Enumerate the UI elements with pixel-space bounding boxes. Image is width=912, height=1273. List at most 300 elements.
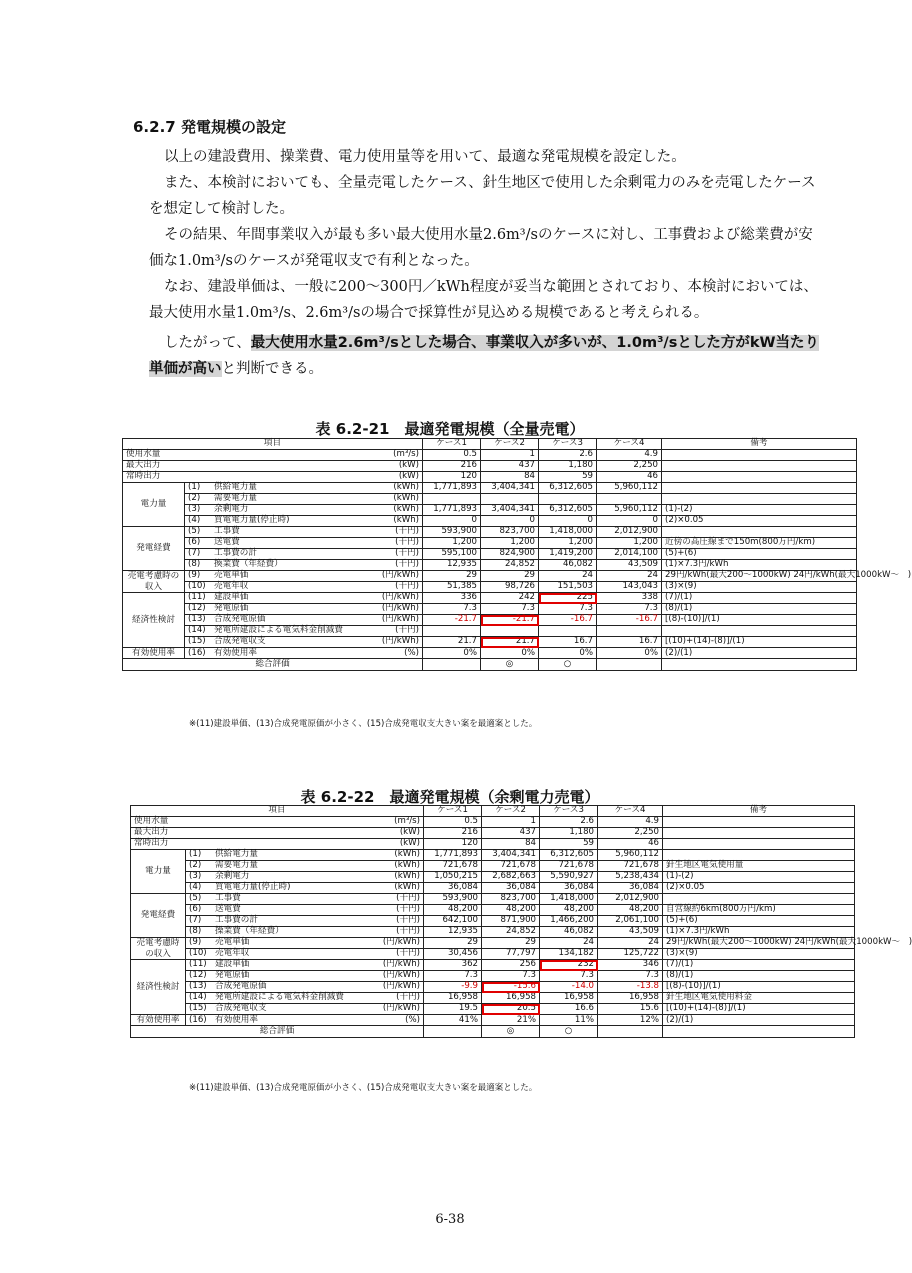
table-cell: 1,200	[481, 538, 539, 549]
table-cell: 0%	[481, 648, 539, 659]
row-unit: (kWh)	[393, 515, 420, 526]
row-label: 最大出力	[134, 827, 169, 838]
row-number: (3)	[188, 504, 201, 515]
table-row	[123, 560, 857, 571]
table-cell: 2,250	[598, 828, 663, 839]
page-number: 6-38	[435, 1212, 465, 1227]
table-cell: 216	[423, 461, 481, 472]
table-cell: 125,722	[598, 949, 663, 960]
table-note: (1)-(2)	[663, 872, 855, 883]
row-unit: (円/kWh)	[382, 970, 421, 981]
row-label: 買電電力量(停止時)	[214, 515, 290, 526]
table-cell: 721,678	[598, 861, 663, 872]
row-number: (8)	[189, 926, 202, 937]
table-footnote: ※(11)建設単価、(13)合成発電原価が小さく、(15)合成発電収支大きい案を最適案とした。	[189, 719, 538, 729]
table-cell: 1,180	[539, 461, 597, 472]
table-cell: 120	[423, 472, 481, 483]
table-cell: 7.3	[423, 604, 481, 615]
table-note: 自営線約6km(800万円/km)	[663, 905, 855, 916]
table-row	[131, 938, 855, 949]
table-cell: -21.7	[481, 615, 539, 626]
table-note	[662, 659, 857, 670]
row-item	[186, 916, 424, 927]
row-label: 最大出力	[126, 460, 161, 471]
row-unit: (kWh)	[394, 882, 421, 893]
table-row	[123, 549, 857, 560]
table-note: (8)/(1)	[663, 971, 855, 982]
table-note: (3)×(9)	[662, 582, 857, 593]
table-cell: 4.9	[597, 450, 662, 461]
table-cell: 24,852	[481, 560, 539, 571]
table-note	[662, 494, 857, 505]
table-cell: 24	[598, 938, 663, 949]
table-cell: 7.3	[482, 971, 540, 982]
data-table	[122, 438, 912, 671]
data-table	[130, 805, 912, 1038]
row-label: 発電原価	[214, 603, 249, 614]
row-number: (2)	[189, 860, 202, 871]
row-label: 合成発電原価	[215, 981, 267, 992]
table-cell: 120	[424, 839, 482, 850]
table-cell: 823,700	[481, 527, 539, 538]
row-number: (12)	[189, 970, 207, 981]
table-cell: 1,200	[597, 538, 662, 549]
row-item	[185, 615, 423, 626]
table-cell: 29	[481, 571, 539, 582]
table-note	[662, 527, 857, 538]
table-cell: 20.5	[482, 1004, 540, 1015]
row-unit: (円/kWh)	[381, 614, 420, 625]
table-row	[123, 637, 857, 648]
row-item	[185, 505, 423, 516]
table-row	[123, 659, 857, 670]
table-note	[662, 450, 857, 461]
table-row	[131, 960, 855, 971]
row-item	[185, 538, 423, 549]
table-row	[123, 483, 857, 494]
table-cell: 642,100	[424, 916, 482, 927]
row-unit: (千円)	[395, 581, 420, 592]
group-label: 発電経費	[131, 894, 186, 938]
table-cell: 232	[540, 960, 598, 971]
row-unit: (千円)	[396, 893, 421, 904]
table-cell: 3,404,341	[481, 483, 539, 494]
paragraph: その結果、年間事業収入が最も多い最大使用水量2.6m³/sのケースに対し、工事費および総業費が安価な1.0m³/sのケースが発電収支で有利となった。	[149, 227, 813, 269]
row-label: 合成発電収支	[215, 1003, 267, 1014]
table-cell	[539, 626, 597, 637]
table-row	[123, 461, 857, 472]
table-note: (3)×(9)	[663, 949, 855, 960]
row-item	[131, 828, 424, 839]
table-cell: 346	[598, 960, 663, 971]
row-number: (11)	[189, 959, 207, 970]
table-cell: 151,503	[539, 582, 597, 593]
table-note	[662, 461, 857, 472]
table-cell: 1,050,215	[424, 872, 482, 883]
table-note: (2)×0.05	[662, 516, 857, 527]
table-cell: 46	[598, 839, 663, 850]
table-cell: 721,678	[540, 861, 598, 872]
row-number: (3)	[189, 871, 202, 882]
table-cell	[597, 626, 662, 637]
row-item	[131, 817, 424, 828]
row-label: 使用水量	[126, 449, 161, 460]
table-cell: 242	[481, 593, 539, 604]
row-item	[123, 450, 423, 461]
table-cell: 2,012,900	[598, 894, 663, 905]
table-cell: 1,466,200	[540, 916, 598, 927]
row-unit: (m³/s)	[393, 449, 420, 460]
table-cell	[481, 494, 539, 505]
table-cell: 0	[539, 516, 597, 527]
row-item	[185, 626, 423, 637]
row-item	[186, 938, 424, 949]
table-row	[131, 993, 855, 1004]
table-cell: 2,061,100	[598, 916, 663, 927]
row-item	[185, 604, 423, 615]
table-cell: 593,900	[423, 527, 481, 538]
table-cell: 24,852	[482, 927, 540, 938]
row-unit: (円/kWh)	[381, 570, 420, 581]
row-label: 需要電力量	[215, 860, 258, 871]
table-row	[131, 1015, 855, 1026]
table-cell: 30,456	[424, 949, 482, 960]
table-cell: 5,590,927	[540, 872, 598, 883]
table-cell: -15.6	[482, 982, 540, 993]
group-label: 有効使用率	[131, 1015, 186, 1026]
section-heading: 6.2.7 発電規模の設定	[133, 118, 286, 136]
row-item	[123, 461, 423, 472]
table-cell: 36,084	[540, 883, 598, 894]
row-unit: (千円)	[395, 526, 420, 537]
header-remarks: 備考	[662, 439, 857, 450]
row-number: (9)	[188, 570, 201, 581]
table-row	[131, 817, 855, 828]
row-label: 送電費	[215, 904, 241, 915]
row-number: (4)	[189, 882, 202, 893]
table-cell: 6,312,605	[539, 505, 597, 516]
table-note	[663, 850, 855, 861]
group-label: 経済性検討	[123, 593, 185, 648]
table-cell: 7.3	[540, 971, 598, 982]
row-number: (15)	[188, 636, 206, 647]
header-case1: ケース1	[423, 439, 481, 450]
row-label: 売電年収	[215, 948, 250, 959]
header-case1: ケース1	[424, 806, 482, 817]
table-cell: 721,678	[424, 861, 482, 872]
row-label: 常時出力	[134, 838, 169, 849]
row-item	[186, 905, 424, 916]
evaluation-mark: ○	[539, 659, 597, 670]
row-item	[186, 850, 424, 861]
table-note: (2)/(1)	[662, 648, 857, 659]
table-cell: 21.7	[423, 637, 481, 648]
header-item: 項目	[123, 439, 423, 450]
paragraph: したがって、最大使用水量2.6m³/sとした場合、事業収入が多いが、1.0m³/sとした方がkW当たり単価が高いと判断できる。	[149, 335, 819, 377]
table-cell: 43,509	[598, 927, 663, 938]
table-row	[131, 971, 855, 982]
table-row	[123, 571, 857, 582]
row-item	[186, 993, 424, 1004]
row-unit: (千円)	[396, 992, 421, 1003]
table-cell: 2,682,663	[482, 872, 540, 883]
table-cell: -16.7	[597, 615, 662, 626]
table-row	[123, 472, 857, 483]
table-cell: 46,082	[540, 927, 598, 938]
table-cell: 0%	[423, 648, 481, 659]
row-item	[186, 883, 424, 894]
row-item	[185, 527, 423, 538]
table-note: 29円/kWh(最大200～1000kW) 24円/kWh(最大1000kW～ )	[663, 938, 855, 949]
table-cell: 16.7	[539, 637, 597, 648]
row-label: 売電年収	[214, 581, 249, 592]
row-label: 発電所建設による電気料金削減費	[215, 992, 344, 1003]
header-case4: ケース4	[597, 439, 662, 450]
evaluation-mark	[423, 659, 481, 670]
table-row	[131, 1004, 855, 1015]
row-number: (7)	[188, 548, 201, 559]
row-label: 売電単価	[214, 570, 249, 581]
row-item	[185, 593, 423, 604]
row-number: (8)	[188, 559, 201, 570]
row-unit: (千円)	[396, 904, 421, 915]
table-cell: 1,180	[540, 828, 598, 839]
row-label: 建設単価	[214, 592, 249, 603]
row-label: 余剰電力	[215, 871, 250, 882]
row-label: 操業費（年経費）	[215, 926, 284, 937]
table-cell: 362	[424, 960, 482, 971]
table-cell: 84	[481, 472, 539, 483]
table-cell: 24	[539, 571, 597, 582]
table-cell: 16,958	[598, 993, 663, 1004]
table-note: (2)/(1)	[663, 1015, 855, 1026]
group-label: 電力量	[123, 483, 185, 527]
row-number: (6)	[188, 537, 201, 548]
table-cell: 7.3	[539, 604, 597, 615]
paragraph: なお、建設単価は、一般に200～300円／kWh程度が妥当な範囲とされており、本検討においては、最大使用水量1.0m³/s、2.6m³/sの場合で採算性が見込める規模であると考えられる。	[149, 279, 818, 321]
table-cell: 16.6	[540, 1004, 598, 1015]
table-cell: 225	[539, 593, 597, 604]
table-cell: 59	[540, 839, 598, 850]
table-note: (5)+(6)	[663, 916, 855, 927]
row-item	[185, 494, 423, 505]
row-number: (16)	[188, 647, 206, 658]
table-row	[123, 516, 857, 527]
row-item	[186, 982, 424, 993]
header-case2: ケース2	[481, 439, 539, 450]
table-note: [(8)-(10)]/(1)	[663, 982, 855, 993]
table-note: (1)×7.3円/kWh	[663, 927, 855, 938]
table-cell: 19.5	[424, 1004, 482, 1015]
table-cell: 2,250	[597, 461, 662, 472]
row-label: 有効使用率	[214, 647, 257, 658]
table-cell: 98,726	[481, 582, 539, 593]
row-label: 供給電力量	[214, 482, 257, 493]
table-cell: 21.7	[481, 637, 539, 648]
row-label: 工事費の計	[215, 915, 258, 926]
table-row	[123, 604, 857, 615]
table-cell: 134,182	[540, 949, 598, 960]
row-unit: (千円)	[396, 948, 421, 959]
row-number: (14)	[189, 992, 207, 1003]
table-cell	[539, 494, 597, 505]
table-cell: 3,404,341	[482, 850, 540, 861]
row-item	[186, 861, 424, 872]
table-cell: 0%	[597, 648, 662, 659]
row-label: 工事費	[215, 893, 241, 904]
evaluation-mark	[597, 659, 662, 670]
group-label: 売電考慮時の収入	[123, 571, 185, 593]
row-unit: (千円)	[396, 926, 421, 937]
group-label: 有効使用率	[123, 648, 185, 659]
table-cell: 7.3	[424, 971, 482, 982]
row-label: 発電所建設による電気料金削減費	[214, 625, 343, 636]
row-number: (10)	[189, 948, 207, 959]
table-cell: 871,900	[482, 916, 540, 927]
table-cell: 48,200	[598, 905, 663, 916]
table-cell: 5,238,434	[598, 872, 663, 883]
table-footnote: ※(11)建設単価、(13)合成発電原価が小さく、(15)合成発電収支大きい案を最適案とした。	[189, 1083, 538, 1093]
row-item	[186, 872, 424, 883]
table-note: (8)/(1)	[662, 604, 857, 615]
table-cell: 29	[423, 571, 481, 582]
table-cell: 24	[597, 571, 662, 582]
table-cell: 24	[540, 938, 598, 949]
table-cell: 824,900	[481, 549, 539, 560]
table-row	[131, 828, 855, 839]
row-unit: (kWh)	[394, 871, 421, 882]
row-item	[186, 949, 424, 960]
table-cell: 4.9	[598, 817, 663, 828]
table-cell: 16,958	[540, 993, 598, 1004]
row-number: (6)	[189, 904, 202, 915]
row-number: (5)	[188, 526, 201, 537]
table-row	[131, 949, 855, 960]
row-number: (12)	[188, 603, 206, 614]
table-cell: 21%	[482, 1015, 540, 1026]
paragraph: また、本検討においても、全量売電したケース、針生地区で使用した余剰電力のみを売電したケースを想定して検討した。	[149, 175, 816, 217]
table-row	[123, 582, 857, 593]
table-cell: 46	[597, 472, 662, 483]
row-label: 売電単価	[215, 937, 250, 948]
row-unit: (%)	[405, 1014, 421, 1025]
row-item	[185, 637, 423, 648]
table-cell: 16,958	[424, 993, 482, 1004]
row-unit: (kW)	[399, 838, 421, 849]
row-label: 常時出力	[126, 471, 161, 482]
table-cell: 36,084	[482, 883, 540, 894]
table-row	[131, 894, 855, 905]
table-cell: -14.0	[540, 982, 598, 993]
table-cell: 1,200	[539, 538, 597, 549]
row-number: (7)	[189, 915, 202, 926]
table-cell: 29	[482, 938, 540, 949]
table-cell: 2.6	[540, 817, 598, 828]
row-number: (13)	[189, 981, 207, 992]
table-note: 29円/kWh(最大200～1000kW) 24円/kWh(最大1000kW～ )	[662, 571, 857, 582]
row-unit: (千円)	[395, 625, 420, 636]
table-cell: 1,418,000	[539, 527, 597, 538]
row-item	[123, 472, 423, 483]
table-cell: 12,935	[424, 927, 482, 938]
row-unit: (kW)	[398, 460, 420, 471]
table-cell: -9.9	[424, 982, 482, 993]
table-note: (7)/(1)	[663, 960, 855, 971]
table-row	[131, 872, 855, 883]
table-cell: 5,960,112	[597, 505, 662, 516]
row-label: 合成発電原価	[214, 614, 266, 625]
table-cell: 3,404,341	[481, 505, 539, 516]
row-label: 需要電力量	[214, 493, 257, 504]
table-caption: 表 6.2-22 最適発電規模（余剰電力売電）	[300, 788, 600, 806]
row-unit: (円/kWh)	[381, 636, 420, 647]
table-cell: 48,200	[424, 905, 482, 916]
header-case3: ケース3	[539, 439, 597, 450]
table-cell: 1,418,000	[540, 894, 598, 905]
header-remarks: 備考	[663, 806, 855, 817]
row-number: (1)	[189, 849, 202, 860]
row-item	[185, 571, 423, 582]
row-unit: (m³/s)	[394, 816, 421, 827]
row-item	[186, 971, 424, 982]
evaluation-mark	[424, 1026, 482, 1037]
table-note: (1)×7.3円/kWh	[662, 560, 857, 571]
row-unit: (千円)	[396, 915, 421, 926]
table-cell: 338	[597, 593, 662, 604]
row-item	[186, 927, 424, 938]
row-number: (11)	[188, 592, 206, 603]
group-label: 経済性検討	[131, 960, 186, 1015]
table-note	[663, 839, 855, 850]
row-number: (16)	[189, 1014, 207, 1025]
table-row	[131, 883, 855, 894]
table-cell	[597, 494, 662, 505]
evaluation-mark: ○	[540, 1026, 598, 1037]
table-note: 針生地区電気使用量	[663, 861, 855, 872]
table-row	[131, 905, 855, 916]
table-cell: 7.3	[598, 971, 663, 982]
table-note: 近傍の高圧線まで150m(800万円/km)	[662, 538, 857, 549]
row-label: 買電電力量(停止時)	[215, 882, 291, 893]
table-cell: 0	[423, 516, 481, 527]
table-note: 針生地区電気使用料金	[663, 993, 855, 1004]
row-unit: (kW)	[398, 471, 420, 482]
table-cell: 12,935	[423, 560, 481, 571]
table-cell: 6,312,605	[539, 483, 597, 494]
row-item	[185, 560, 423, 571]
table-cell: -13.8	[598, 982, 663, 993]
table-cell: 7.3	[481, 604, 539, 615]
row-item	[185, 483, 423, 494]
table-cell: 437	[482, 828, 540, 839]
table-note	[663, 1026, 855, 1037]
table-note: (2)×0.05	[663, 883, 855, 894]
table-cell: 823,700	[482, 894, 540, 905]
row-unit: (円/kWh)	[381, 592, 420, 603]
header-case3: ケース3	[540, 806, 598, 817]
row-number: (10)	[188, 581, 206, 592]
table-cell: 0	[597, 516, 662, 527]
row-unit: (千円)	[395, 537, 420, 548]
row-item	[185, 549, 423, 560]
row-unit: (千円)	[395, 548, 420, 559]
table-cell: 1,771,893	[423, 483, 481, 494]
row-item	[186, 1004, 424, 1015]
table-cell: 36,084	[598, 883, 663, 894]
row-unit: (kWh)	[393, 493, 420, 504]
table-cell: 84	[482, 839, 540, 850]
table-row	[123, 593, 857, 604]
